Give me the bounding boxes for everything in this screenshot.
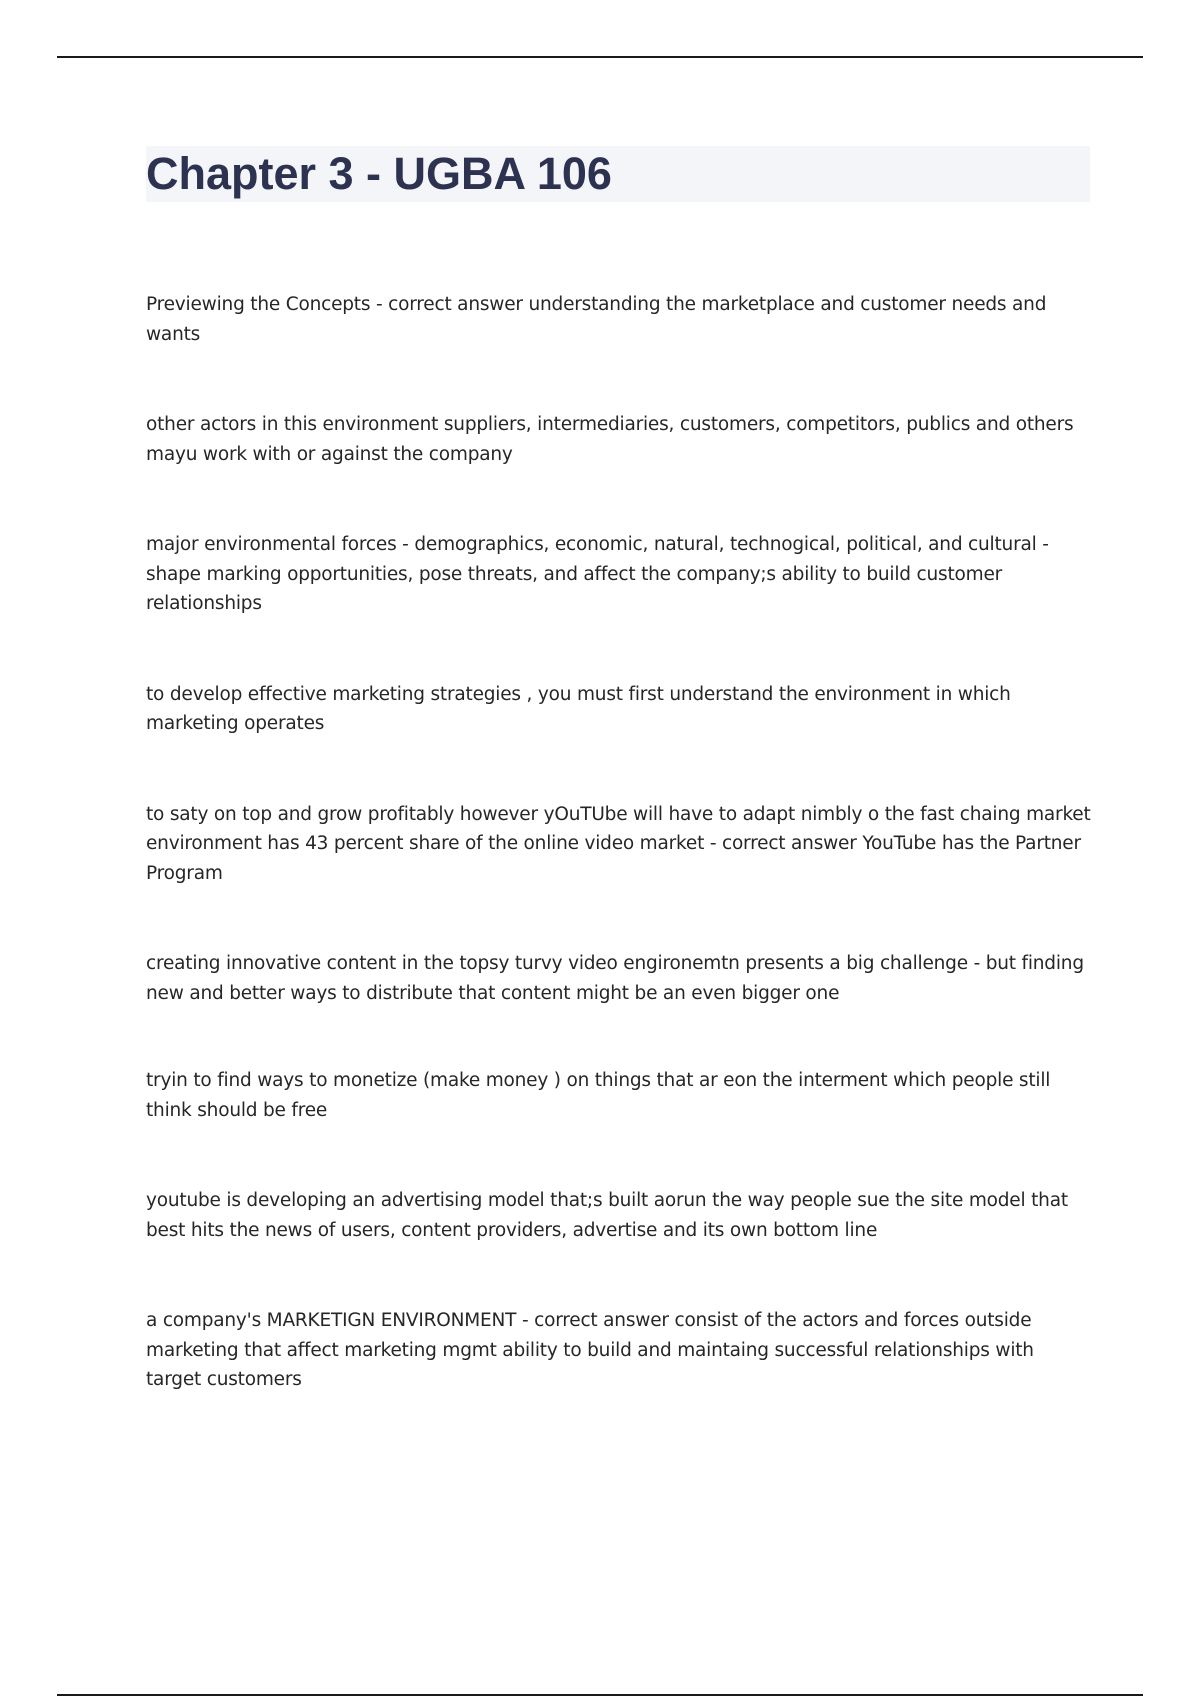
flashcard-entry: major environmental forces - demographics, economic, natural, technogical, political, and cultural - shape marking opportunities, pose threats, and affect the company;s ability to build customer relationships — [146, 534, 1049, 614]
flashcard-entry: Previewing the Concepts - correct answer understanding the marketplace and customer needs and wants — [146, 294, 1047, 345]
flashcard-entry: other actors in this environment suppliers, intermediaries, customers, competitors, publics and others mayu work with or against the company — [146, 414, 1074, 465]
flashcard-entry: to develop effective marketing strategies , you must first understand the environment in which marketing operates — [146, 683, 1011, 734]
page-title: Chapter 3 - UGBA 106 — [146, 148, 612, 199]
flashcard-entry: a company's MARKETIGN ENVIRONMENT - correct answer consist of the actors and forces outside marketing that affect marketing mgmt ability to build and maintaing successful relationships with target customers — [146, 1310, 1034, 1390]
flashcard-list — [146, 290, 1091, 1395]
flashcard-entry: to saty on top and grow profitably however yOuTUbe will have to adapt nimbly o the fast chaing market environment has 43 percent share of the online video market - correct answer YouTube has the Partner Program — [146, 803, 1091, 884]
flashcard-entry: creating innovative content in the topsy turvy video engironemtn presents a big challenge - but finding new and better ways to distribute that content might be an even bigger one — [146, 953, 1084, 1004]
top-divider — [57, 56, 1143, 58]
flashcard-entry: tryin to find ways to monetize (make money ) on things that ar eon the interment which people still think should be free — [146, 1070, 1051, 1121]
bottom-divider — [57, 1694, 1143, 1696]
flashcard-entry: youtube is developing an advertising model that;s built aorun the way people sue the site model that best hits the news of users, content providers, advertise and its own bottom line — [146, 1190, 1068, 1241]
